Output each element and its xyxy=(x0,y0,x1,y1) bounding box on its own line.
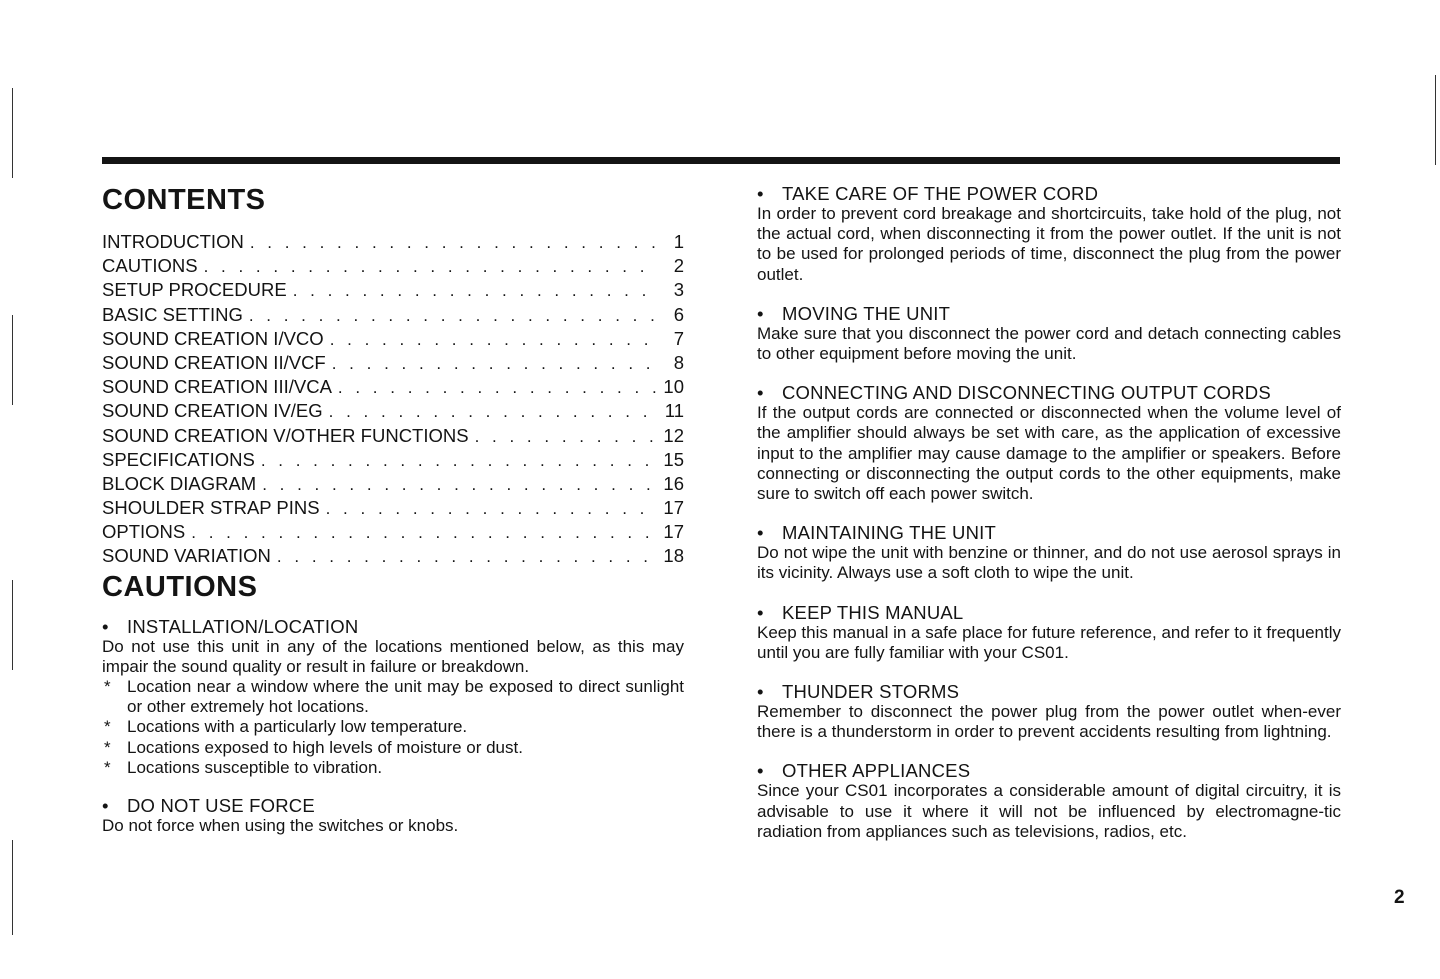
toc-title: BLOCK DIAGRAM xyxy=(102,472,257,494)
caution-output-cords xyxy=(757,383,1341,504)
toc-title: SOUND CREATION II/VCF xyxy=(102,351,326,373)
toc-leader xyxy=(332,352,656,376)
section-title xyxy=(757,603,1341,623)
section-title xyxy=(102,796,684,816)
toc-entry[interactable] xyxy=(102,424,684,448)
section-body: In order to prevent cord breakage and shortcircuits, take hold of the plug, not the actual cord, when disconnecting it from the power outlet. If the unit is not to be used for prolonged periods of time, disconnect the plug from the power outlet. xyxy=(757,204,1341,284)
list-item xyxy=(102,677,684,717)
toc-title: SOUND CREATION I/VCO xyxy=(102,327,324,349)
toc-page: 6 xyxy=(673,303,684,325)
toc-entry[interactable] xyxy=(102,520,684,544)
section-title-text: INSTALLATION/LOCATION xyxy=(127,615,359,637)
bullet-icon: • xyxy=(102,795,109,817)
toc-leader xyxy=(262,473,656,497)
toc-page: 11 xyxy=(664,400,684,422)
section-title xyxy=(102,617,684,637)
section-title xyxy=(757,304,1341,324)
bullet-icon: • xyxy=(102,615,109,637)
section-body: Do not use this unit in any of the locations mentioned below, as this may impair the sound quality or result in failure or breakdown. xyxy=(102,636,684,676)
caution-maintaining xyxy=(757,523,1341,583)
caution-thunder xyxy=(757,682,1341,742)
toc-title: SOUND VARIATION xyxy=(102,545,271,567)
toc-page: 18 xyxy=(663,545,684,567)
section-body: Do not wipe the unit with benzine or thinner, and do not use aerosol sprays in its vicinity. Always use a soft cloth to wipe the unit. xyxy=(757,543,1341,583)
toc-title: CAUTIONS xyxy=(102,255,198,277)
toc-page: 7 xyxy=(673,327,684,349)
section-title xyxy=(757,682,1341,702)
section-title xyxy=(757,184,1341,204)
section-title-text: MOVING THE UNIT xyxy=(782,302,951,324)
list-item xyxy=(102,758,684,778)
section-title-text: DO NOT USE FORCE xyxy=(127,795,315,817)
section-body: Remember to disconnect the power plug from the power outlet when-ever there is a thunderstorm in order to prevent accidents resulting from lightning. xyxy=(757,702,1341,742)
toc-entry[interactable] xyxy=(102,351,684,375)
left-column xyxy=(102,182,684,836)
toc-page: 12 xyxy=(663,424,684,446)
toc-entry[interactable] xyxy=(102,230,684,254)
list-item-text: Locations exposed to high levels of moisture or dust. xyxy=(127,737,523,757)
scan-mark xyxy=(12,315,13,405)
cautions-heading: CAUTIONS xyxy=(102,570,258,603)
toc-leader xyxy=(329,400,656,424)
section-body: Make sure that you disconnect the power cord and detach connecting cables to other equipment before moving the unit. xyxy=(757,323,1341,364)
section-body: Keep this manual in a safe place for future reference, and refer to it frequently until you are fully familiar with your CS01. xyxy=(757,622,1342,662)
toc-title: SPECIFICATIONS xyxy=(102,448,255,470)
section-title xyxy=(757,761,1341,781)
right-column xyxy=(757,184,1341,842)
scan-mark xyxy=(12,88,13,178)
toc-entry[interactable] xyxy=(102,472,684,496)
caution-moving xyxy=(757,304,1341,364)
asterisk-icon: * xyxy=(104,717,111,737)
toc-entry[interactable] xyxy=(102,496,684,520)
caution-force xyxy=(102,796,684,836)
bullet-icon: • xyxy=(757,183,764,204)
toc-title: SETUP PROCEDURE xyxy=(102,279,287,301)
list-item xyxy=(102,717,684,737)
toc-entry[interactable] xyxy=(102,278,684,302)
list-item-text: Locations susceptible to vibration. xyxy=(127,757,383,777)
section-title-text: MAINTAINING THE UNIT xyxy=(782,522,997,544)
toc-leader xyxy=(261,449,656,473)
toc-title: SOUND CREATION III/VCA xyxy=(102,376,332,398)
toc-title: SHOULDER STRAP PINS xyxy=(102,497,320,519)
scan-mark xyxy=(1435,75,1436,165)
caution-installation xyxy=(102,617,684,778)
section-title xyxy=(757,523,1341,543)
toc-entry[interactable] xyxy=(102,448,684,472)
page-number: 2 xyxy=(1394,887,1405,908)
toc-entry[interactable] xyxy=(102,327,684,351)
contents-heading: CONTENTS xyxy=(102,184,266,216)
toc-leader xyxy=(277,545,656,569)
toc-page: 15 xyxy=(663,448,684,470)
bullet-icon: • xyxy=(757,601,764,623)
toc-leader xyxy=(330,328,656,352)
toc-leader xyxy=(338,376,656,400)
toc-title: INTRODUCTION xyxy=(102,231,244,252)
contents-list xyxy=(102,230,684,569)
toc-title: SOUND CREATION V/OTHER FUNCTIONS xyxy=(102,424,469,446)
section-title-text: THUNDER STORMS xyxy=(782,681,960,703)
toc-leader xyxy=(191,521,656,545)
toc-page: 17 xyxy=(663,521,684,543)
section-title-text: OTHER APPLIANCES xyxy=(782,760,971,782)
section-body: Do not force when using the switches or knobs. xyxy=(102,816,459,836)
bullet-icon: • xyxy=(757,760,764,782)
section-body: If the output cords are connected or disconnected when the volume level of the amplifier should always be set with care, as the application of excessive input to the amplifier may cause damage to the amplifier or speakers. Before connecting or disconnecting the output cords to the other equipments, make sure to switch off each power switch. xyxy=(757,403,1341,504)
section-title-text: CONNECTING AND DISCONNECTING OUTPUT CORDS xyxy=(782,382,1271,404)
caution-keep-manual xyxy=(757,603,1341,663)
toc-leader xyxy=(204,255,656,279)
bullet-icon: • xyxy=(757,522,764,544)
toc-entry[interactable] xyxy=(102,399,684,423)
list-item xyxy=(102,738,684,758)
section-body: Since your CS01 incorporates a considerable amount of digital circuitry, it is advisable to use it where it will not be influenced by electromagne-tic radiation from appliances such as televisions, radios, etc. xyxy=(757,781,1341,841)
toc-leader xyxy=(293,279,656,303)
header-rule xyxy=(102,157,1340,164)
asterisk-icon: * xyxy=(104,737,111,757)
list-item-text: Locations with a particularly low temperature. xyxy=(127,717,468,737)
section-title-text: KEEP THIS MANUAL xyxy=(782,601,964,623)
toc-title: BASIC SETTING xyxy=(102,303,243,325)
toc-page: 1 xyxy=(673,231,684,252)
bullet-icon: • xyxy=(757,681,764,703)
bullet-icon: • xyxy=(757,302,764,324)
toc-leader xyxy=(250,231,656,255)
caution-power-cord xyxy=(757,184,1341,285)
toc-entry[interactable] xyxy=(102,303,684,327)
toc-leader xyxy=(249,304,656,328)
bullet-icon: • xyxy=(757,382,764,404)
toc-entry[interactable] xyxy=(102,544,684,568)
toc-page: 8 xyxy=(673,351,684,373)
toc-page: 10 xyxy=(663,376,684,398)
toc-page: 17 xyxy=(663,497,684,519)
section-title-text: TAKE CARE OF THE POWER CORD xyxy=(782,183,1099,204)
asterisk-icon: * xyxy=(104,757,111,777)
scan-mark xyxy=(12,580,13,670)
section-title xyxy=(757,383,1341,403)
toc-page: 3 xyxy=(673,279,684,301)
toc-title: OPTIONS xyxy=(102,521,186,543)
asterisk-icon: * xyxy=(104,677,111,697)
toc-page: 2 xyxy=(673,255,684,277)
toc-title: SOUND CREATION IV/EG xyxy=(102,400,323,422)
toc-entry[interactable] xyxy=(102,254,684,278)
toc-leader xyxy=(475,425,656,449)
toc-leader xyxy=(326,497,656,521)
caution-appliances xyxy=(757,761,1341,842)
toc-page: 16 xyxy=(663,472,684,494)
scan-mark xyxy=(12,840,13,935)
location-list xyxy=(102,677,684,778)
list-item-text: Location near a window where the unit may be exposed to direct sunlight or other extremely hot locations. xyxy=(127,677,684,717)
toc-entry[interactable] xyxy=(102,375,684,399)
